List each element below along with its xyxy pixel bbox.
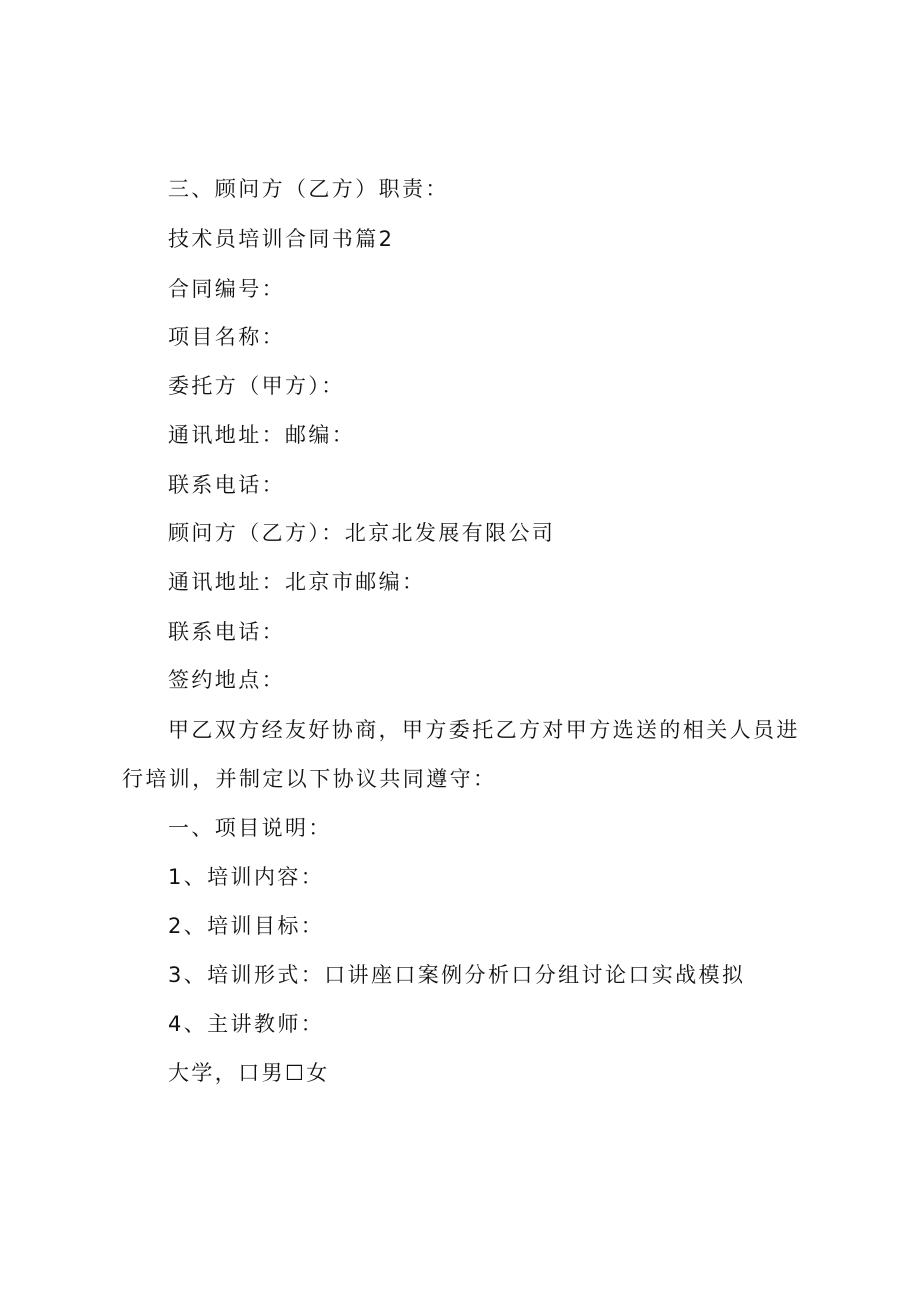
training-goal-item: 2、培训目标： xyxy=(168,914,325,938)
section-heading-project-description: 一、项目说明： xyxy=(168,816,332,840)
lead-instructor-item: 4、主讲教师： xyxy=(168,1012,325,1036)
contract-number-field: 合同编号： xyxy=(168,277,285,301)
client-party-field: 委托方（甲方）： xyxy=(168,374,345,398)
client-phone-field: 联系电话： xyxy=(168,473,285,497)
training-format-item: 3、培训形式：口讲座口案例分析口分组讨论口实战模拟 xyxy=(168,963,746,987)
consultant-phone-field: 联系电话： xyxy=(168,620,285,644)
instructor-details-line: 大学，口男☐女 xyxy=(168,1061,330,1085)
agreement-paragraph-line-2: 行培训，并制定以下协议共同遵守： xyxy=(122,767,497,791)
consultant-address-field: 通讯地址：北京市邮编： xyxy=(168,570,426,594)
consultant-party-field: 顾问方（乙方）：北京北发展有限公司 xyxy=(168,521,556,545)
signing-location-field: 签约地点： xyxy=(168,668,285,692)
document-title: 技术员培训合同书篇2 xyxy=(168,227,395,251)
training-content-item: 1、培训内容： xyxy=(168,865,325,889)
agreement-paragraph-line-1: 甲乙双方经友好协商，甲方委托乙方对甲方选送的相关人员进 xyxy=(168,718,800,742)
project-name-field: 项目名称： xyxy=(168,325,285,349)
section-heading-consultant-duties: 三、顾问方（乙方）职责： xyxy=(168,177,449,201)
client-address-field: 通讯地址：邮编： xyxy=(168,423,356,447)
